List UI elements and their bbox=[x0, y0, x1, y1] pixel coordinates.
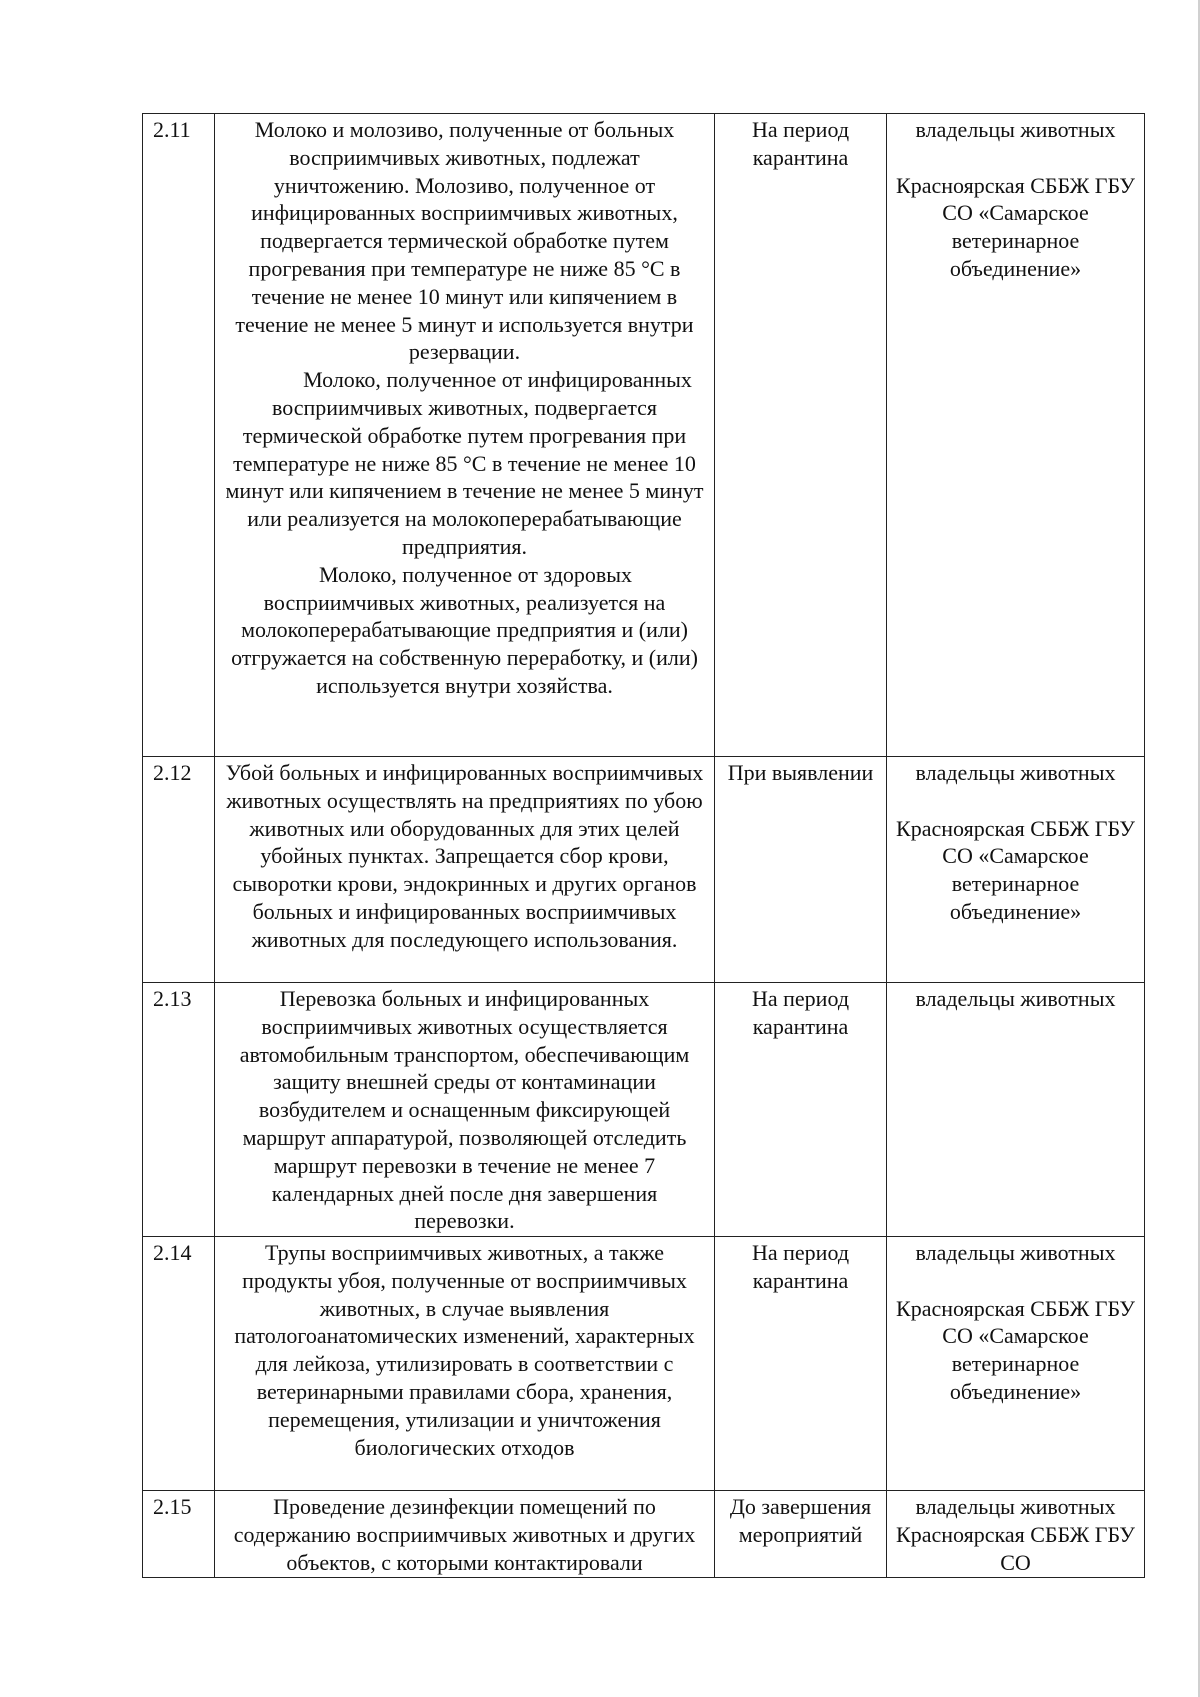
paragraph: Трупы восприимчивых животных, а также продукты убоя, полученные от восприимчивых животных, в случае выявления патологоанатомических изменений, характерных для лейкоза, утилизировать в соответствии с ветеринарными правилами сбора, хранения, перемещения, утилизации и уничтожения биологических отходов bbox=[234, 1240, 695, 1460]
table-row bbox=[143, 757, 1145, 983]
responsible-cell bbox=[887, 757, 1145, 983]
measure-term: На период карантина bbox=[715, 983, 887, 1237]
paragraph: Перевозка больных и инфицированных восприимчивых животных осуществляется автомобильным транспортом, обеспечивающим защиту внешней среды от контаминации возбудителем и оснащенным фиксирующей маршрут аппаратурой, позволяющей отследить маршрут перевозки в течение не менее 7 календарных дней после дня завершения перевозки. bbox=[239, 986, 690, 1234]
measure-term: При выявлении bbox=[715, 757, 887, 983]
measure-description bbox=[215, 1237, 715, 1491]
paragraph: Молоко и молозиво, полученные от больных восприимчивых животных, подлежат уничтожению. Молозиво, полученное от инфицированных восприимчивых животных, подвергается термической обработке путем прогревания при температуре не ниже 85 °С в течение не менее 10 минут или кипячением в течение не менее 5 минут и используется внутри резервации. bbox=[235, 117, 694, 365]
table-row bbox=[143, 983, 1145, 1237]
responsible-cell bbox=[887, 1491, 1145, 1578]
measure-description bbox=[215, 114, 715, 757]
measures-table bbox=[142, 113, 1145, 1578]
responsible-owners: владельцы животных bbox=[915, 986, 1116, 1011]
measure-description bbox=[215, 757, 715, 983]
measure-description bbox=[215, 983, 715, 1237]
responsible-owners: владельцы животных bbox=[915, 1240, 1116, 1265]
responsible-vet-service: Красноярская СББЖ ГБУ СО bbox=[896, 1521, 1135, 1575]
row-number: 2.11 bbox=[143, 114, 215, 757]
paragraph: Молоко, полученное от здоровых восприимчивых животных, реализуется на молокоперерабатывающие предприятия и (или) отгружается на собственную переработку, и (или) используется внутри хозяйства. bbox=[231, 561, 698, 698]
responsible-vet-service: Красноярская СББЖ ГБУ СО «Самарское ветеринарное объединение» bbox=[896, 1295, 1135, 1404]
responsible-cell bbox=[887, 114, 1145, 757]
table-row bbox=[143, 114, 1145, 757]
measure-term: На период карантина bbox=[715, 114, 887, 757]
paragraph: Молоко, полученное от инфицированных восприимчивых животных, подвергается термической обработке путем прогревания при температуре не ниже 85 °С в течение не менее 10 минут или кипячением в течение не менее 5 минут или реализуется на молокоперерабатывающие предприятия. bbox=[225, 367, 704, 559]
row-number: 2.13 bbox=[143, 983, 215, 1237]
measure-term: На период карантина bbox=[715, 1237, 887, 1491]
row-number: 2.15 bbox=[143, 1491, 215, 1578]
row-number: 2.12 bbox=[143, 757, 215, 983]
table-row bbox=[143, 1491, 1145, 1578]
paragraph: Убой больных и инфицированных восприимчивых животных осуществлять на предприятиях по убою животных или оборудованных для этих целей убойных пунктах. Запрещается сбор крови, сыворотки крови, эндокринных и других органов больных и инфицированных восприимчивых животных для последующего использования. bbox=[225, 760, 704, 952]
paragraph: Проведение дезинфекции помещений по содержанию восприимчивых животных и других объектов, с которыми контактировали bbox=[233, 1494, 696, 1575]
responsible-cell bbox=[887, 983, 1145, 1237]
responsible-owners: владельцы животных bbox=[915, 117, 1116, 142]
responsible-vet-service: Красноярская СББЖ ГБУ СО «Самарское ветеринарное объединение» bbox=[896, 172, 1135, 281]
row-number: 2.14 bbox=[143, 1237, 215, 1491]
table-row bbox=[143, 1237, 1145, 1491]
responsible-owners: владельцы животных bbox=[915, 760, 1116, 785]
responsible-vet-service: Красноярская СББЖ ГБУ СО «Самарское ветеринарное объединение» bbox=[896, 815, 1135, 924]
measure-description bbox=[215, 1491, 715, 1578]
measure-term: До завершения мероприятий bbox=[715, 1491, 887, 1578]
responsible-owners: владельцы животных bbox=[915, 1494, 1116, 1519]
responsible-cell bbox=[887, 1237, 1145, 1491]
